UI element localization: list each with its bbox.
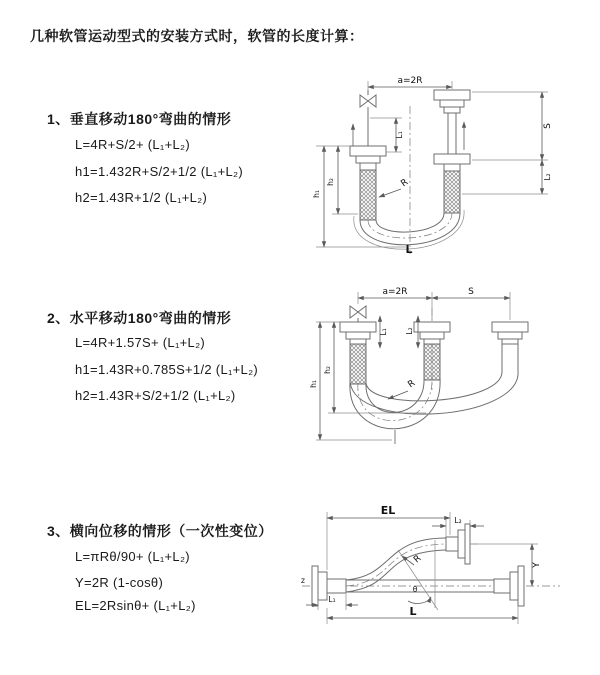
dim-label-l1: L₁ [328, 595, 336, 604]
dimension-h2 [323, 322, 426, 413]
section3-formula-L: L=πRθ/90+ (L₁+L₂) [75, 549, 190, 564]
section1-heading: 1、垂直移动180°弯曲的情形 [47, 111, 232, 127]
section3-formula-EL: EL=2Rsinθ+ (L₁+L₂) [75, 598, 196, 613]
section1-formula-h2: h2=1.43R+1/2 (L₁+L₂) [75, 190, 208, 205]
axis-label: z [301, 576, 305, 585]
dim-label-h1: h₁ [309, 380, 318, 388]
section1-formula-h1: h1=1.432R+S/2+1/2 (L₁+L₂) [75, 164, 243, 179]
dim-label-theta: θ [412, 585, 418, 594]
dim-label-y: Y [532, 562, 542, 568]
dim-label-r: R [406, 378, 418, 391]
page-title: 几种软管运动型式的安装方式时，软管的长度计算： [30, 28, 364, 44]
diagram-lateral-displacement [298, 498, 598, 656]
dimension-a2r [358, 287, 432, 320]
dimension-l [327, 605, 518, 624]
dim-label-l2: L₂ [454, 516, 462, 525]
valve-icon [350, 306, 366, 322]
dim-label-l: L [405, 243, 413, 256]
dim-label-h1: h₁ [312, 190, 321, 198]
dim-label-s: S [468, 287, 474, 297]
dimension-l2 [462, 160, 552, 194]
dim-label-l2: L₂ [543, 173, 552, 181]
dim-label-h2: h₂ [326, 178, 335, 186]
dim-label-s: S [543, 123, 553, 129]
right-upper-flange [434, 90, 470, 154]
dim-label-a2r: a=2R [382, 287, 408, 297]
left-flange-fitting [350, 146, 386, 220]
section1-formula-L: L=4R+S/2+ (L₁+L₂) [75, 137, 190, 152]
section3-formula-Y: Y=2R (1-cosθ) [75, 575, 164, 590]
section3-heading: 3、横向位移的情形（一次性变位） [47, 523, 273, 539]
dim-label-l1: L₁ [395, 131, 404, 139]
diagram-vertical-180-bend [306, 64, 591, 259]
dim-label-l1: L₁ [379, 328, 388, 336]
dim-label-h2: h₂ [323, 366, 332, 374]
middle-flange-fitting [414, 322, 450, 380]
dim-label-el: EL [380, 504, 396, 517]
diagram-horizontal-180-bend [308, 282, 598, 467]
radius-annotation [379, 177, 410, 197]
right-lower-flange [434, 154, 470, 213]
dim-label-a2r: a=2R [397, 76, 423, 86]
dim-label-r: R [399, 177, 411, 190]
dimension-s [432, 287, 510, 320]
dimension-s [472, 92, 553, 160]
section2-formula-h2: h2=1.43R+S/2+1/2 (L₁+L₂) [75, 388, 236, 403]
dimension-l1 [379, 316, 388, 348]
section2-formula-h1: h1=1.43R+0.785S+1/2 (L₁+L₂) [75, 362, 259, 377]
radius-annotation [388, 378, 417, 399]
section2-formula-L: L=4R+1.57S+ (L₁+L₂) [75, 335, 206, 350]
dim-label-l2: L₂ [405, 327, 414, 335]
angle-construction [398, 540, 438, 610]
right-flange-fitting [492, 322, 528, 372]
section2-heading: 2、水平移动180°弯曲的情形 [47, 310, 232, 326]
dim-label-r: R [412, 553, 424, 566]
left-flange-fitting [340, 322, 376, 384]
dim-label-l: L [409, 605, 417, 618]
